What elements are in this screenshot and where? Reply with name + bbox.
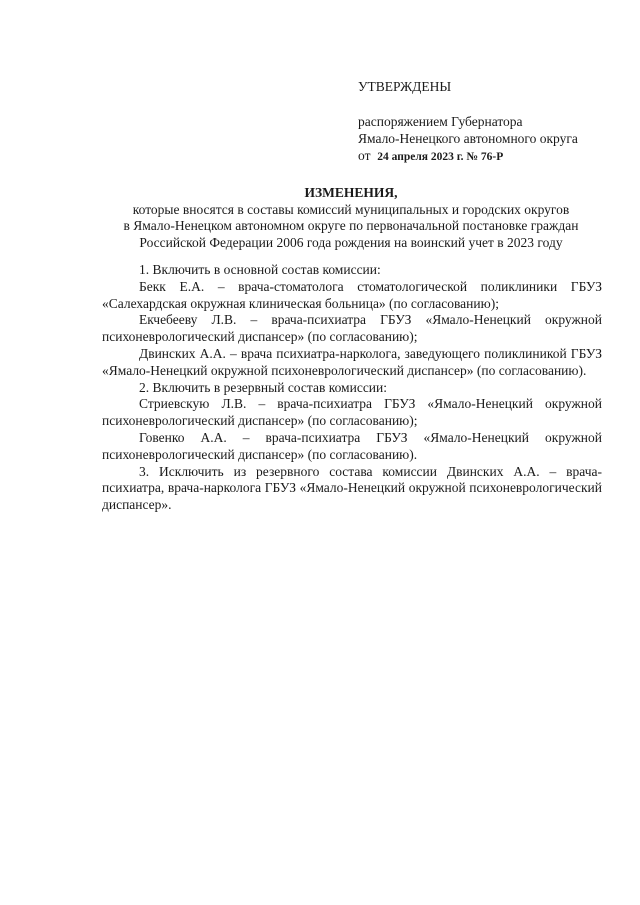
- approval-line-1: распоряжением Губернатора: [358, 114, 523, 129]
- paragraph-6: Стриевскую Л.В. – врача-психиатра ГБУЗ «Ямало-Ненецкий окружной психоневрологический диспансер» (по согласованию);: [102, 396, 602, 429]
- approval-block: [358, 78, 628, 166]
- heading-title: ИЗМЕНЕНИЯ,: [304, 185, 398, 200]
- heading-line-3: Российской Федерации 2006 года рождения на воинский учет в 2023 году: [139, 234, 563, 250]
- paragraph-5: 2. Включить в резервный состав комиссии:: [139, 379, 388, 395]
- approval-title: УТВЕРЖДЕНЫ: [358, 79, 452, 94]
- approval-date-prefix: от: [358, 148, 371, 163]
- heading-line-2: в Ямало-Ненецком автономном округе по первоначальной постановке граждан: [123, 218, 579, 233]
- paragraph-7: Говенко А.А. – врача-психиатра ГБУЗ «Ямало-Ненецкий окружной психоневрологический диспансер» (по согласованию).: [102, 429, 602, 462]
- approval-date-line: [358, 147, 628, 166]
- paragraph-2: Бекк Е.А. – врача-стоматолога стоматологической поликлиники ГБУЗ «Салехардская окружная клиническая больница» (по согласованию);: [102, 278, 602, 311]
- paragraph-4: Двинских А.А. – врача психиатра-нарколога, заведующего поликлиникой ГБУЗ «Ямало-Ненецкий окружной психоневрологический диспансер» (по согласованию).: [102, 345, 602, 378]
- document-heading: [100, 185, 602, 251]
- heading-line-1: которые вносятся в составы комиссий муниципальных и городских округов: [132, 201, 570, 217]
- document-body: [102, 262, 602, 514]
- paragraph-3: Екчебееву Л.В. – врача-психиатра ГБУЗ «Ямало-Ненецкий окружной психоневрологический диспансер» (по согласованию);: [102, 312, 602, 345]
- approval-date: 24 апреля 2023 г. № 76-Р: [377, 151, 504, 163]
- approval-line-2: Ямало-Ненецкого автономного округа: [358, 131, 578, 146]
- paragraph-1: 1. Включить в основной состав комиссии:: [139, 262, 381, 277]
- paragraph-8: 3. Исключить из резервного состава комиссии Двинских А.А. – врача-психиатра, врача-нарколога ГБУЗ «Ямало-Ненецкий окружной психоневрологический диспансер».: [102, 463, 602, 513]
